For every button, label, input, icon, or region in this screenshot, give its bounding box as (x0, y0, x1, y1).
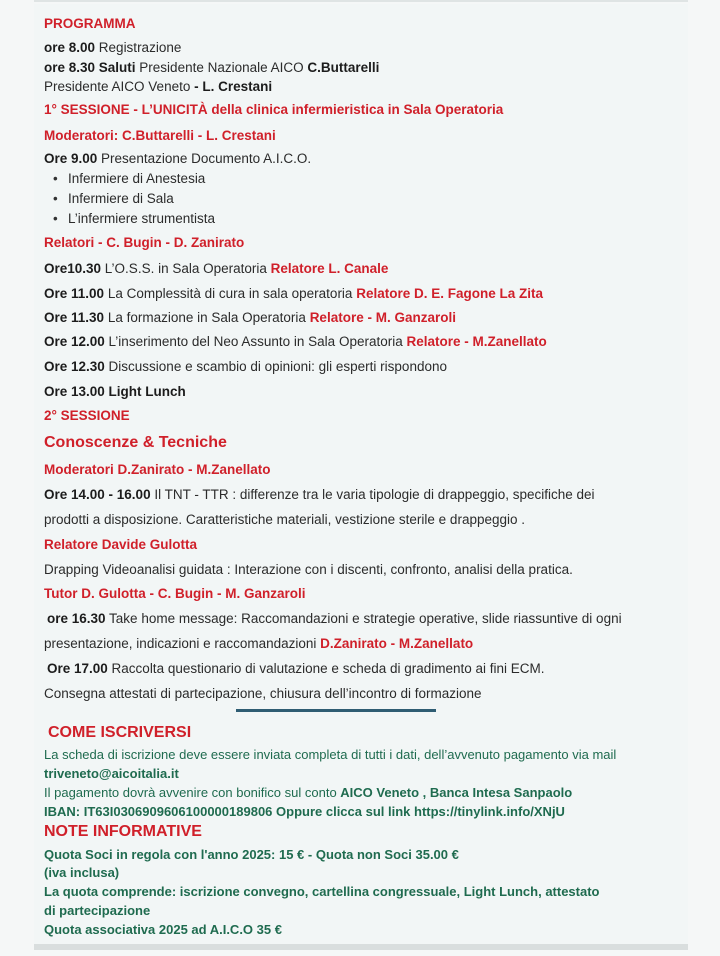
line-1400 (44, 485, 595, 504)
session2-title: 2° SESSIONE (44, 408, 130, 423)
text-complessita: La Complessità di cura in sala operatoria (104, 286, 357, 301)
text-pagamento: Il pagamento dovrà avvenire con bonifico sul conto (44, 785, 341, 800)
name-crestani: - L. Crestani (194, 79, 273, 94)
text-saluti: Presidente Nazionale AICO (135, 60, 308, 75)
text-inserimento: L’inserimento del Neo Assunto in Sala Operatoria (104, 334, 407, 349)
time-1230: Ore 12.30 (44, 359, 105, 374)
line-1300: Ore 13.00 Light Lunch (44, 384, 186, 399)
time-1400: Ore 14.00 - 16.00 (44, 487, 151, 502)
tutor-line: Tutor D. Gulotta - C. Bugin - M. Ganzaroli (44, 586, 306, 601)
text-tnt-b: prodotti a disposizione. Caratteristiche materiali, vestizione sterile e drappeggio . (44, 512, 525, 527)
time-1200: Ore 12.00 (44, 334, 105, 349)
line-1230 (44, 357, 447, 376)
line-registrazione (44, 38, 181, 57)
text-drapping: Drapping Videoanalisi guidata : Interazione con i discenti, confronto, analisi della pratica. (44, 562, 573, 577)
line-1100 (44, 284, 543, 303)
time-1630: ore 16.30 (47, 611, 106, 626)
note-line-1: Quota Soci in regola con l'anno 2025: 15 € - Quota non Soci 35.00 € (44, 847, 459, 862)
time-0830: ore 8.30 Saluti (44, 60, 136, 75)
list-item: • L’infermiere strumentista (44, 209, 215, 228)
moderatori-session2: Moderatori D.Zanirato - M.Zanellato (44, 462, 271, 477)
list-item: • Infermiere di Sala (44, 189, 215, 208)
text-consegna: Consegna attestati di partecipazione, chiusura dell’incontro di formazione (44, 686, 482, 701)
programma-heading: PROGRAMMA (44, 16, 136, 31)
line-saluti (44, 58, 379, 77)
line-0900 (44, 149, 311, 168)
section-divider (236, 709, 436, 712)
note-line-3: La quota comprende: iscrizione convegno, cartellina congressuale, Light Lunch, attestato (44, 884, 600, 899)
come-line-3 (44, 783, 572, 802)
line-1130 (44, 308, 456, 327)
speaker-fagone: Relatore D. E. Fagone La Zita (356, 286, 543, 301)
text-take-home-a: Take home message: Raccomandazioni e strategie operative, slide riassuntive di ogni (105, 611, 622, 626)
line-1030 (44, 259, 388, 278)
line-1700 (47, 659, 545, 678)
come-iscriversi-heading: COME ISCRIVERSI (48, 724, 192, 741)
speaker-zanellato: Relatore - M.Zanellato (406, 334, 547, 349)
text-presidente-veneto: Presidente AICO Veneto (44, 79, 195, 94)
speaker-canale: Relatore L. Canale (270, 261, 389, 276)
text-tnt-a: Il TNT - TTR : differenze tra le varia tipologie di drappeggio, specifiche dei (150, 487, 595, 502)
time-0800: ore 8.00 (44, 40, 96, 55)
line-1630 (47, 609, 622, 628)
text-oss: L’O.S.S. in Sala Operatoria (101, 261, 271, 276)
relatori-session1: Relatori - C. Bugin - D. Zanirato (44, 235, 245, 250)
text-formazione: La formazione in Sala Operatoria (104, 310, 310, 325)
list-item: • Infermiere di Anestesia (44, 169, 215, 188)
time-1700: Ore 17.00 (47, 661, 108, 676)
iban-line[interactable]: IBAN: IT63I0306909606100000189806 Oppure clicca sul link https://tinylink.info/XNjU (44, 804, 565, 819)
time-1130: Ore 11.30 (44, 310, 105, 325)
text-take-home-b: presentazione, indicazioni e raccomandazioni (44, 636, 321, 651)
top-divider (34, 0, 688, 2)
name-buttarelli: C.Buttarelli (307, 60, 380, 75)
note-line-5: Quota associativa 2025 ad A.I.C.O 35 € (44, 922, 282, 937)
line-presidente-veneto (44, 77, 272, 96)
text-banca: AICO Veneto , Banca Intesa Sanpaolo (340, 785, 573, 800)
text-registrazione: Registrazione (95, 40, 182, 55)
text-presentazione: Presentazione Documento A.I.C.O. (97, 151, 312, 166)
come-line-1: La scheda di iscrizione deve essere inviata completa di tutti i dati, dell’avvenuto pagamento via mail (44, 747, 617, 762)
session1-title: 1° SESSIONE - L’UNICITÀ della clinica infermieristica in Sala Operatoria (44, 102, 504, 117)
text-discussione: Discussione e scambio di opinioni: gli esperti rispondono (104, 359, 447, 374)
speaker-ganzaroli: Relatore - M. Ganzaroli (309, 310, 456, 325)
time-1100: Ore 11.00 (44, 286, 105, 301)
bullet-list (44, 169, 215, 228)
note-line-2: (iva inclusa) (44, 865, 120, 880)
note-informative-heading: NOTE INFORMATIVE (44, 823, 202, 840)
time-0900: Ore 9.00 (44, 151, 98, 166)
session2-subtitle: Conoscenze & Tecniche (44, 434, 227, 451)
speaker-zanirato-zanellato: D.Zanirato - M.Zanellato (320, 636, 474, 651)
bottom-divider (34, 944, 688, 950)
note-line-4: di partecipazione (44, 903, 151, 918)
line-1630-b (44, 634, 473, 653)
line-1200 (44, 332, 547, 351)
moderatori-session1: Moderatori: C.Buttarelli - L. Crestani (44, 128, 276, 143)
text-questionario: Raccolta questionario di valutazione e scheda di gradimento ai fini ECM. (107, 661, 545, 676)
time-1030: Ore10.30 (44, 261, 102, 276)
relatore-session2: Relatore Davide Gulotta (44, 537, 198, 552)
come-email[interactable]: triveneto@aicoitalia.it (44, 766, 179, 781)
